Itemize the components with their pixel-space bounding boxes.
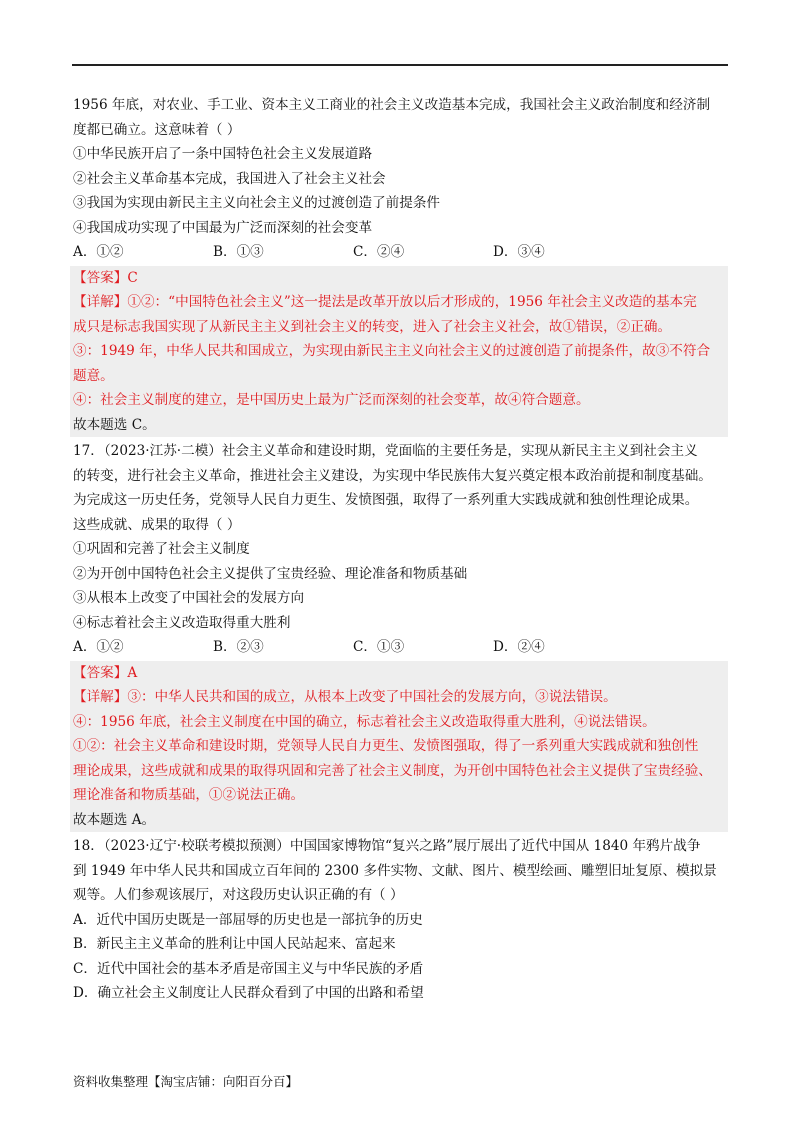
option-b: B．②③ — [213, 639, 264, 655]
page-footer: 资料收集整理【淘宝店铺：向阳百分百】 — [73, 1074, 299, 1089]
option-a: A．①② — [73, 639, 124, 655]
question-stem-line: 这些成就、成果的取得（ ） — [73, 516, 241, 533]
explanation-line: 成只是标志我国实现了从新民主主义到社会主义的转变，进入了社会主义社会，故①错误，②正确。 — [73, 318, 672, 335]
choice-b: B．新民主主义革命的胜利让中国人民站起来、富起来 — [73, 936, 396, 952]
header-rule — [72, 64, 728, 66]
question-stem-line: 到 1949 年中华人民共和国成立百年间的 2300 多件实物、文献、图片、模型绘画、雕塑旧址复原、模拟景 — [73, 862, 717, 879]
statement-item: ①巩固和完善了社会主义制度 — [73, 541, 250, 557]
question-stem-line: 的转变，进行社会主义革命，推进社会主义建设，为实现中华民族伟大复兴奠定根本政治前提和制度基础。 — [73, 467, 712, 484]
question-16 — [73, 93, 728, 437]
option-d: D．③④ — [493, 244, 545, 260]
explanation-line: 理论成果，这些成就和成果的取得巩固和完善了社会主义制度，为开创中国特色社会主义提供了宝贵经验、 — [73, 762, 712, 779]
option-c: C．①③ — [353, 639, 405, 655]
option-c: C．②④ — [353, 244, 405, 260]
question-stem-line: 观等。人们参观该展厅，对这段历史认识正确的有（ ） — [73, 887, 404, 903]
document-body — [73, 93, 728, 1006]
answer-explanation-box — [70, 266, 728, 438]
answer-options — [73, 635, 728, 660]
option-a: A．①② — [73, 244, 124, 260]
explanation-line: ④：1956 年底，社会主义制度在中国的确立，标志着社会主义改造取得重大胜利，④说法错误。 — [73, 713, 656, 730]
statement-item: ③我国为实现由新民主主义向社会主义的过渡创造了前提条件 — [73, 195, 441, 211]
question-18 — [73, 834, 728, 1006]
question-stem-line: 度都已确立。这意味着（ ） — [73, 121, 241, 138]
explanation-line: 【详解】③：中华人民共和国的成立，从根本上改变了中国社会的发展方向，③说法错误。 — [73, 689, 617, 705]
explanation-line: ③：1949 年，中华人民共和国成立，为实现由新民主主义向社会主义的过渡创造了前提条件，故③不符合 — [73, 343, 711, 359]
question-stem-line: 1956 年底，对农业、手工业、资本主义工商业的社会主义改造基本完成，我国社会主义政治制度和经济制 — [73, 97, 711, 113]
answer-options — [73, 240, 728, 265]
explanation-line: 题意。 — [73, 367, 114, 384]
choice-d: D．确立社会主义制度让人民群众看到了中国的出路和希望 — [73, 985, 424, 1001]
statement-item: ②社会主义革命基本完成，我国进入了社会主义社会 — [73, 170, 386, 187]
explanation-line: 【详解】①②：“中国特色社会主义”这一提法是改革开放以后才形成的，1956 年社会主义改造的基本完 — [73, 294, 697, 310]
statement-item: ③从根本上改变了中国社会的发展方向 — [73, 590, 305, 606]
choice-a: A．近代中国历史既是一部屈辱的历史也是一部抗争的历史 — [73, 911, 423, 928]
choice-c: C．近代中国社会的基本矛盾是帝国主义与中华民族的矛盾 — [73, 960, 424, 977]
explanation-line: ①②：社会主义革命和建设时期，党领导人民自力更生、发愤图强取，得了一系列重大实践成就和独创性 — [73, 738, 699, 754]
statement-item: ④标志着社会主义改造取得重大胜利 — [73, 614, 291, 631]
question-stem-line: 18．（2023·辽宁·校联考模拟预测）中国国家博物馆“复兴之路”展厅展出了近代中国从 1840 年鸦片战争 — [73, 838, 701, 854]
question-17 — [73, 439, 728, 832]
statement-item: ①中华民族开启了一条中国特色社会主义发展道路 — [73, 146, 373, 162]
statement-item: ②为开创中国特色社会主义提供了宝贵经验、理论准备和物质基础 — [73, 565, 468, 582]
question-stem-line: 17．（2023·江苏·二模）社会主义革命和建设时期，党面临的主要任务是，实现从新民主主义到社会主义 — [73, 443, 698, 459]
option-b: B．①③ — [213, 244, 264, 260]
explanation-line: ④：社会主义制度的建立，是中国历史上最为广泛而深刻的社会变革，故④符合题意。 — [73, 392, 590, 408]
answer-explanation-box — [70, 661, 728, 833]
answer-label: 【答案】A — [73, 664, 138, 681]
answer-label: 【答案】C — [73, 269, 138, 286]
option-d: D．②④ — [493, 639, 545, 655]
question-stem-line: 为完成这一历史任务，党领导人民自力更生、发愤图强，取得了一系列重大实践成就和独创性理论成果。 — [73, 492, 699, 508]
statement-item: ④我国成功实现了中国最为广泛而深刻的社会变革 — [73, 219, 373, 236]
conclusion-line: 故本题选 A。 — [73, 811, 156, 828]
explanation-line: 理论准备和物质基础，①②说法正确。 — [73, 787, 305, 803]
conclusion-line: 故本题选 C。 — [73, 416, 156, 433]
